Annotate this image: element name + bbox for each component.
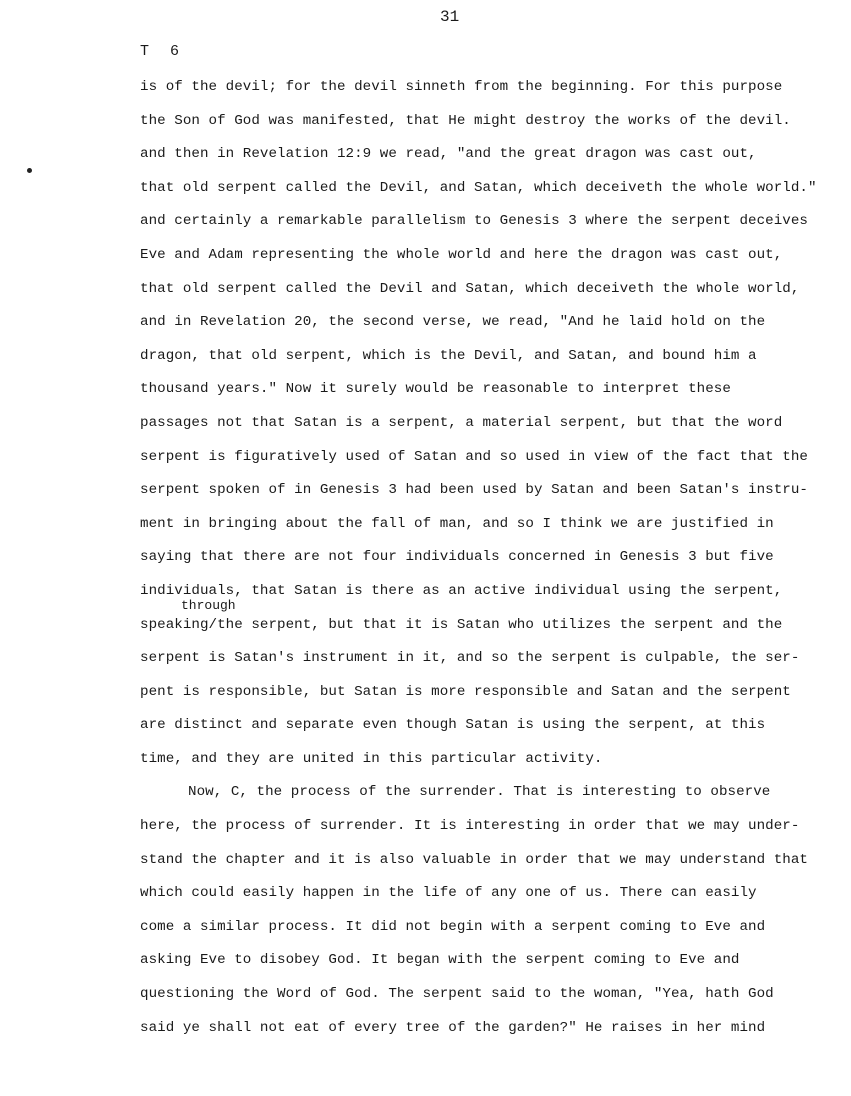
text-line: serpent is Satan's instrument in it, and so the serpent is culpable, the ser- xyxy=(140,650,800,667)
text-line: that old serpent called the Devil and Satan, which deceiveth the whole world, xyxy=(140,280,800,297)
text-line: said ye shall not eat of every tree of the garden?" He raises in her mind xyxy=(140,1019,766,1036)
body-text xyxy=(140,77,820,1051)
text-line: that old serpent called the Devil, and Satan, which deceiveth the whole world." xyxy=(140,179,817,196)
text-line: serpent is figuratively used of Satan and so used in view of the fact that the xyxy=(140,448,808,465)
text-line: dragon, that old serpent, which is the Devil, and Satan, and bound him a xyxy=(140,347,757,364)
interlinear-insertion: through xyxy=(181,598,236,613)
text-line: and in Revelation 20, the second verse, we read, "And he laid hold on the xyxy=(140,314,766,331)
text-line: come a similar process. It did not begin with a serpent coming to Eve and xyxy=(140,918,766,935)
text-line: the Son of God was manifested, that He might destroy the works of the devil. xyxy=(140,112,791,129)
text-line: serpent spoken of in Genesis 3 had been used by Satan and been Satan's instru- xyxy=(140,482,808,499)
text-line: stand the chapter and it is also valuable in order that we may understand that xyxy=(140,851,808,868)
text-line: questioning the Word of God. The serpent said to the woman, "Yea, hath God xyxy=(140,986,774,1003)
text-line: asking Eve to disobey God. It began with the serpent coming to Eve and xyxy=(140,952,740,969)
text-line: Eve and Adam representing the whole world and here the dragon was cast out, xyxy=(140,246,783,263)
page-number: 31 xyxy=(440,8,460,26)
text-line: ment in bringing about the fall of man, and so I think we are justified in xyxy=(140,515,774,532)
text-line: are distinct and separate even though Satan is using the serpent, at this xyxy=(140,717,766,734)
text-line: speaking/the serpent, but that it is Satan who utilizes the serpent and the xyxy=(140,616,783,633)
text-line: passages not that Satan is a serpent, a material serpent, but that the word xyxy=(140,414,783,431)
margin-dot xyxy=(27,168,32,173)
text-line: here, the process of surrender. It is interesting in order that we may under- xyxy=(140,818,800,835)
text-line: which could easily happen in the life of any one of us. There can easily xyxy=(140,885,757,902)
text-line: individuals, that Satan is there as an active individual using the serpent, xyxy=(140,582,783,599)
text-line: and certainly a remarkable parallelism to Genesis 3 where the serpent deceives xyxy=(140,213,808,230)
text-line: Now, C, the process of the surrender. That is interesting to observe xyxy=(188,784,771,801)
text-line: is of the devil; for the devil sinneth from the beginning. For this purpose xyxy=(140,79,783,95)
tape-reference: T 6 xyxy=(140,43,180,60)
text-line: saying that there are not four individuals concerned in Genesis 3 but five xyxy=(140,549,774,566)
text-line: thousand years." Now it surely would be reasonable to interpret these xyxy=(140,381,731,398)
text-line: pent is responsible, but Satan is more responsible and Satan and the serpent xyxy=(140,683,791,700)
text-line: and then in Revelation 12:9 we read, "and the great dragon was cast out, xyxy=(140,146,757,163)
text-line: time, and they are united in this particular activity. xyxy=(140,750,603,767)
